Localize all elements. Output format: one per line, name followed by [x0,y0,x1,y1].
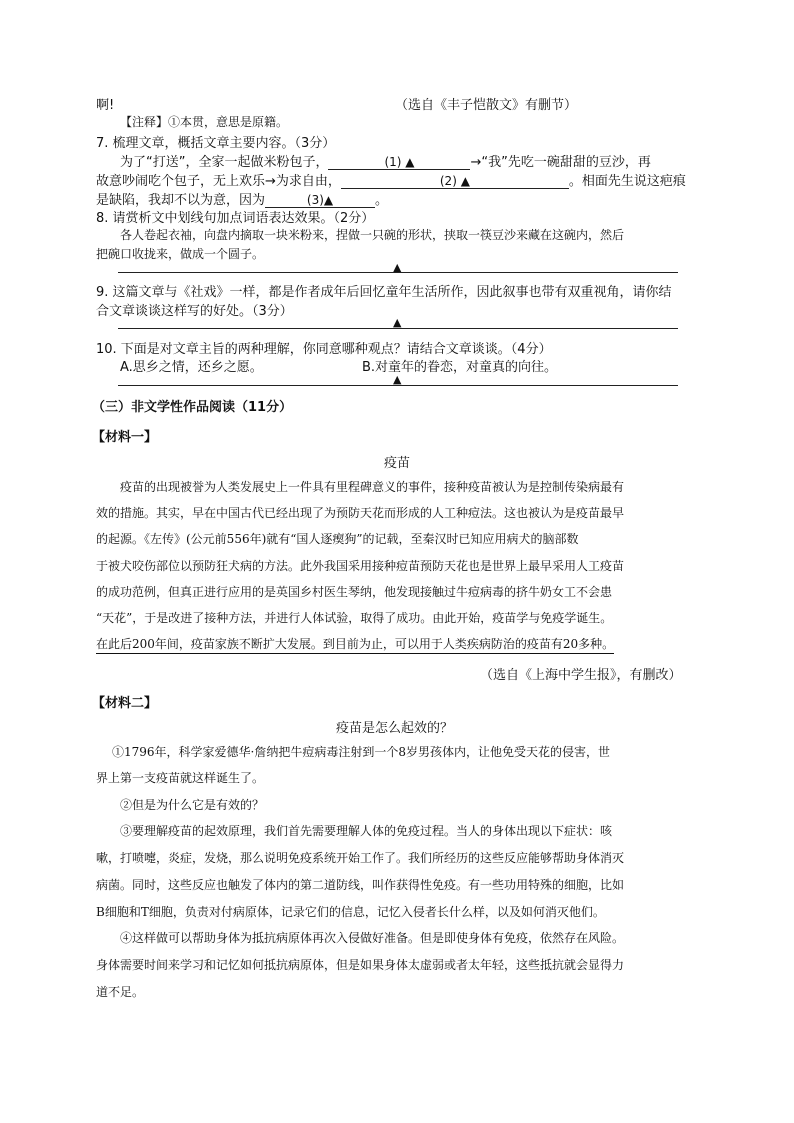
material-2-para-3-line-3: 病菌。同时，这些反应也触发了体内的第二道防线，叫作获得性免疫。有一些功用特殊的细胞，比如 [96,878,625,892]
material-2-para-1-line-1: ①1796年，科学家爱德华·詹纳把牛痘病毒注射到一个8岁男孩体内，让他免受天花的侵害，世 [112,745,610,759]
material-2-para-1-line-2: 界上第一支疫苗就这样诞生了。 [96,771,265,785]
question-7-line-3 [96,189,388,208]
question-7-line-2 [96,170,686,189]
section-heading: （三）非文学性作品阅读（11分） [92,400,293,415]
material-2-label: 【材料二】 [92,696,158,711]
answer-blank-2[interactable]: (2) ▲ [341,174,569,189]
question-8-quote-line-1: 各人卷起衣袖，向盘内摘取一块米粉来，捏做一只碗的形状，挟取一筷豆沙来藏在这碗内，然后 [120,228,625,242]
material-1-line-2: 效的措施。其实，早在中国古代已经出现了为预防天花而形成的人工种痘法。这也被认为是疫苗最早 [96,506,625,520]
material-2-para-3-line-2: 嗽，打喷嚏，炎症，发烧，那么说明免疫系统开始工作了。我们所经历的这些反应能够帮助身体消灭 [96,851,625,865]
question-9-line-1: 9. 这篇文章与《社戏》一样，都是作者成年后回忆童年生活所作，因此叙事也带有双重视角，请你结 [96,285,672,300]
material-2-para-4-line-1: ④这样做可以帮助身体为抵抗病原体再次入侵做好准备。但是即使身体有免疫，依然存在风险。 [120,931,625,945]
question-8-title: 8. 请赏析文中划线句加点词语表达效果。（2分） [96,211,375,226]
material-1-line-5: 的成功范例，但真正进行应用的是英国乡村医生琴纳，他发现接触过牛痘病毒的挤牛奶女工不会患 [96,585,613,599]
option-a: A.思乡之情，还乡之愿。 [120,360,263,375]
annotation-note: 【注释】①本贯，意思是原籍。 [120,115,289,129]
material-1-title: 疫苗 [384,456,411,471]
previous-text-tail: 啊! [96,98,115,113]
answer-blank-3[interactable]: (3)▲ [265,193,375,208]
material-1-line-3: 的起源。《左传》(公元前556年)就有“国人逐瘈狗”的记载，至秦汉时已知应用病犬的脑部数 [96,532,579,546]
question-7-line-2-text-a: 故意吵闹吃个包子，无上欢乐→为求自由， [96,174,341,189]
answer-line-8[interactable] [118,272,678,273]
answer-line-9[interactable] [118,328,678,329]
answer-marker-10: ▲ [393,373,402,386]
material-2-para-4-line-3: 道不足。 [96,985,145,999]
question-7-line-1 [120,151,651,170]
material-2-para-4-line-2: 身体需要时间来学习和记忆如何抵抗病原体，但是如果身体太虚弱或者太年轻，这些抵抗就会显得力 [96,958,625,972]
option-b: B.对童年的眷恋，对童真的向往。 [362,360,558,375]
question-8-quote-line-2: 把碗口收拢来，做成一个圆子。 [96,247,265,261]
question-10-title: 10. 下面是对文章主旨的两种理解，你同意哪种观点？请结合文章谈谈。（4分） [96,342,552,357]
material-2-para-3-line-1: ③要理解疫苗的起效原理，我们首先需要理解人体的免疫过程。当人的身体出现以下症状：咳 [120,824,613,838]
source-citation: （选自《丰子恺散文》有删节） [395,98,578,113]
question-7-line-2-text-b: 。相面先生说这疤痕 [568,174,686,189]
question-7-line-3-text-b: 。 [375,193,389,208]
question-7-line-1-text-a: 为了“打送”，全家一起做米粉包子， [120,155,329,170]
question-7-line-3-text-a: 是缺陷，我却不以为意，因为 [96,193,266,208]
material-1-line-6: “天花”，于是改进了接种方法，并进行人体试验，取得了成功。由此开始，疫苗学与免疫学诞生。 [96,611,613,625]
question-9-line-2: 合文章谈谈这样写的好处。（3分） [96,304,293,319]
answer-line-10[interactable] [118,385,678,386]
answer-marker-8: ▲ [393,261,402,274]
material-1-underlined-line: 在此后200年间，疫苗家族不断扩大发展。到目前为止，可以用于人类疾病防治的疫苗有20多种。 [96,635,614,654]
material-2-title: 疫苗是怎么起效的？ [336,721,454,736]
material-1-source: （选自《上海中学生报》，有删改） [480,668,682,683]
material-2-para-3-line-4: B细胞和T细胞，负责对付病原体，记录它们的信息，记忆入侵者长什么样，以及如何消灭他们。 [96,905,605,919]
question-7-title: 7. 梳理文章，概括文章主要内容。（3分） [96,136,336,151]
material-2-para-2: ②但是为什么它是有效的？ [120,798,265,812]
material-1-label: 【材料一】 [92,430,158,445]
answer-blank-1[interactable]: (1) ▲ [328,155,470,170]
material-1-line-1: 疫苗的出现被誉为人类发展史上一件具有里程碑意义的事件，接种疫苗被认为是控制传染病最有 [120,480,625,494]
material-1-line-4: 于被犬咬伤部位以预防狂犬病的方法。此外我国采用接种痘苗预防天花也是世界上最早采用人工疫苗 [96,559,625,573]
question-7-line-1-text-b: →“我”先吃一碗甜甜的豆沙，再 [470,155,651,170]
answer-marker-9: ▲ [393,316,402,329]
